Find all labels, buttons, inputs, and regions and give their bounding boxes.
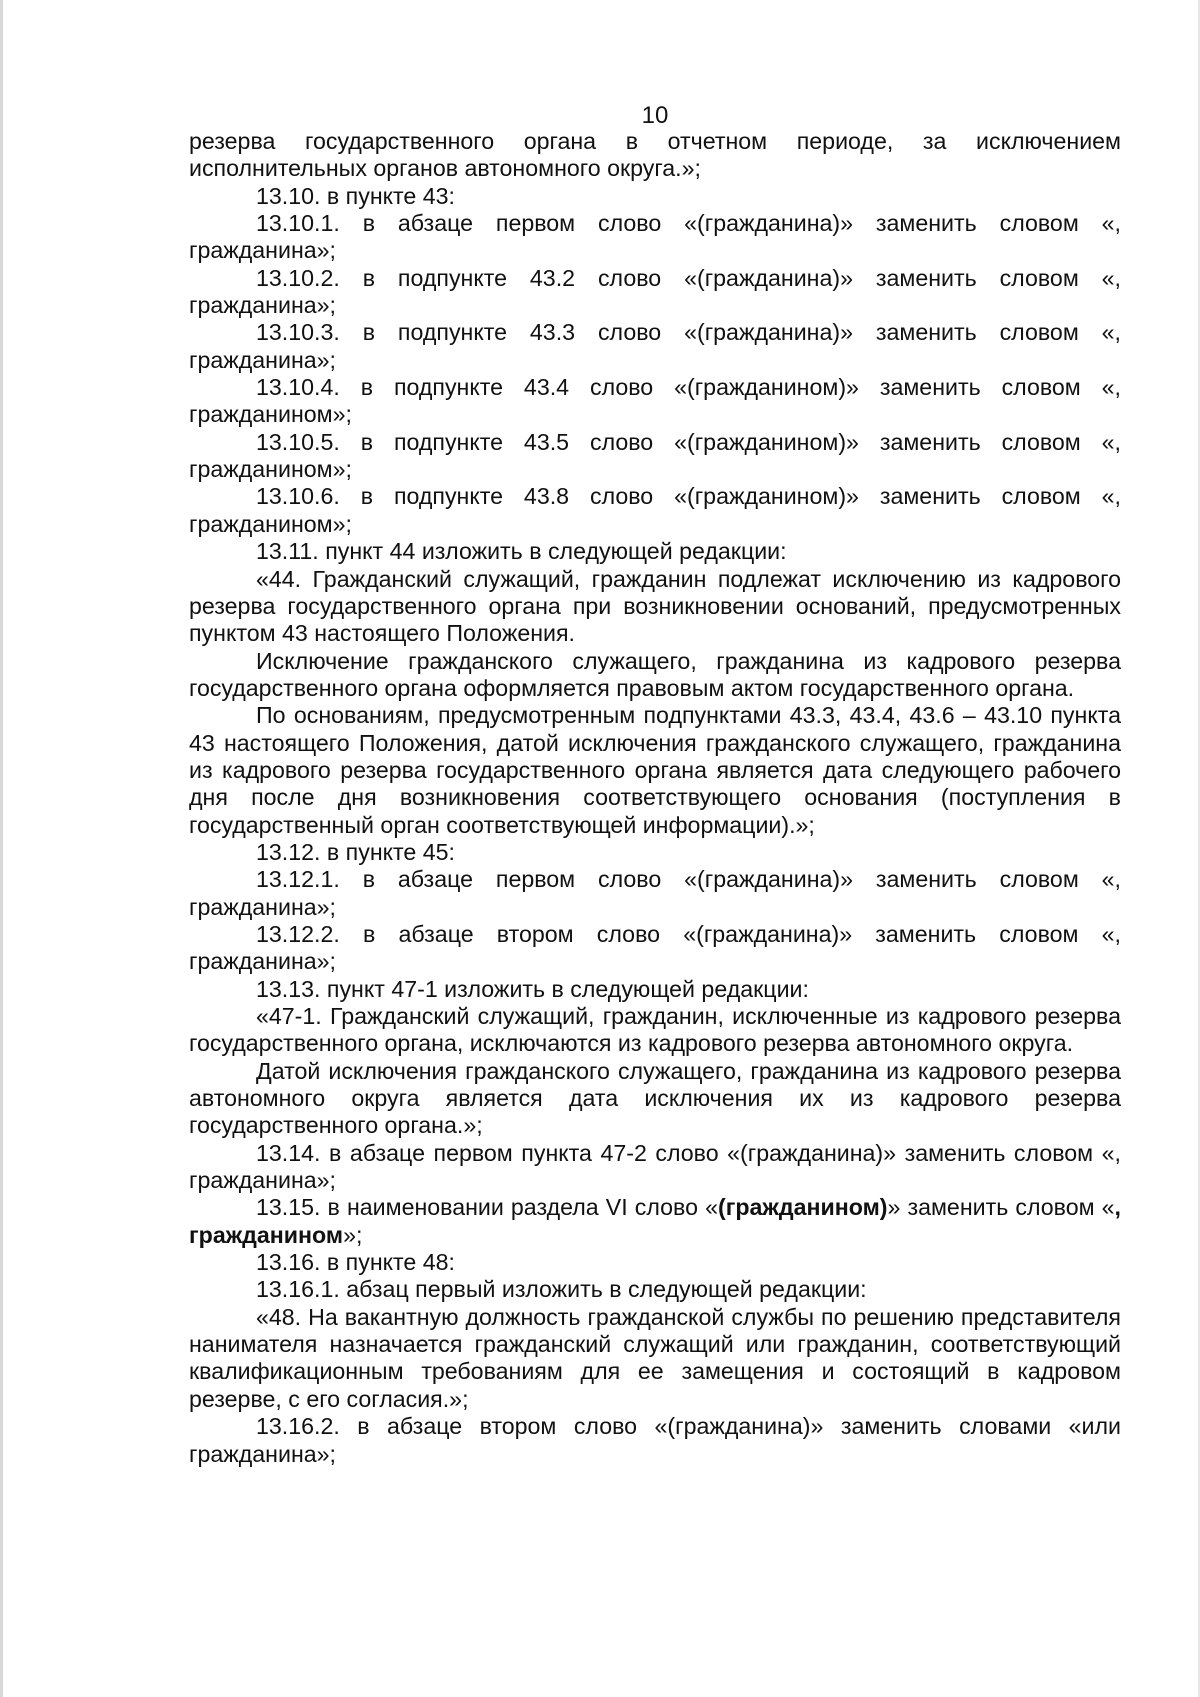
paragraph-text: 13.14. в абзаце первом пункта 47-2 слово «(гражданина)» заменить словом «, гражданина»; (189, 1139, 1121, 1194)
paragraph (189, 1276, 1121, 1303)
paragraph-text: Датой исключения гражданского служащего, гражданина из кадрового резерва автономного округа является дата исключения их из кадрового резерва государственного органа.»; (189, 1057, 1121, 1139)
paragraph (189, 1058, 1121, 1140)
paragraph-text: 13.15. в наименовании раздела VI слово « (256, 1194, 718, 1221)
paragraph (189, 319, 1121, 374)
paragraph-text: 13.12.2. в абзаце втором слово «(гражданина)» заменить словом «, гражданина»; (189, 920, 1121, 975)
paragraph (189, 483, 1121, 538)
paragraph (189, 210, 1121, 265)
paragraph-text: «47-1. Гражданский служащий, гражданин, исключенные из кадрового резерва государственного органа, исключаются из кадрового резерва автономного округа. (189, 1003, 1121, 1057)
page-number: 10 (641, 102, 669, 129)
bold-text: , гражданином (189, 1194, 1121, 1248)
paragraph-text: резерва государственного органа в отчетном периоде, за исключением исполнительных органов автономного округа.»; (189, 128, 1121, 182)
paragraph-text: » заменить словом « (887, 1194, 1115, 1221)
paragraph (189, 976, 1121, 1003)
scan-left-edge (0, 0, 3, 1697)
document-body (189, 128, 1121, 1468)
paragraph-text: Исключение гражданского служащего, гражданина из кадрового резерва государственного органа оформляется правовым актом государственного органа. (189, 647, 1121, 701)
paragraph (189, 1249, 1121, 1276)
paragraph (189, 702, 1121, 839)
paragraph (189, 921, 1121, 976)
paragraph-text: 13.10.5. в подпункте 43.5 слово «(гражданином)» заменить словом «, гражданином»; (189, 428, 1121, 483)
paragraph (189, 183, 1121, 210)
paragraph-text: «44. Гражданский служащий, гражданин подлежат исключению из кадрового резерва государственного органа при возникновении оснований, предусмотренных пунктом 43 настоящего Положения. (189, 565, 1121, 647)
paragraph (189, 128, 1121, 183)
paragraph-text: По основаниям, предусмотренным подпунктами 43.3, 43.4, 43.6 – 43.10 пункта 43 настоящего Положения, датой исключения гражданского служащего, гражданина из кадрового резерва государственного органа является дата следующего рабочего дня после дня возникновения соответствующего основания (поступления в государственный орган соответствующей информации).»; (189, 702, 1121, 838)
paragraph (189, 1413, 1121, 1468)
paragraph (189, 1194, 1121, 1249)
paragraph-text: 13.16.2. в абзаце втором слово «(гражданина)» заменить словами «или гражданина»; (189, 1413, 1121, 1467)
paragraph-text: 13.13. пункт 47-1 изложить в следующей редакции: (256, 975, 809, 1002)
paragraph-text: 13.10. в пункте 43: (256, 182, 455, 209)
paragraph (189, 1304, 1121, 1413)
paragraph (189, 839, 1121, 866)
paragraph (189, 866, 1121, 921)
paragraph-text: 13.16. в пункте 48: (256, 1249, 455, 1276)
paragraph (189, 648, 1121, 703)
paragraph-text: 13.10.4. в подпункте 43.4 слово «(гражданином)» заменить словом «, гражданином»; (189, 374, 1121, 428)
paragraph (189, 566, 1121, 648)
paragraph (189, 265, 1121, 320)
paragraph-text: «48. На вакантную должность гражданской службы по решению представителя нанимателя назначается гражданский служащий или гражданин, соответствующий квалификационным требованиям для ее замещения и состоящий в кадровом резерве, с его согласия.»; (189, 1303, 1121, 1412)
paragraph-text: 13.12. в пункте 45: (256, 838, 455, 865)
paragraph-text: 13.16.1. абзац первый изложить в следующей редакции: (256, 1276, 867, 1303)
paragraph-text: 13.10.1. в абзаце первом слово «(гражданина)» заменить словом «, гражданина»; (189, 210, 1121, 264)
paragraph-text: »; (343, 1221, 363, 1248)
paragraph-text: 13.11. пункт 44 изложить в следующей редакции: (256, 538, 787, 565)
paragraph-text: 13.10.2. в подпункте 43.2 слово «(гражданина)» заменить словом «, гражданина»; (189, 264, 1121, 319)
paragraph (189, 1003, 1121, 1058)
paragraph-text: 13.10.6. в подпункте 43.8 слово «(гражданином)» заменить словом «, гражданином»; (189, 483, 1121, 537)
paragraph (189, 429, 1121, 484)
paragraph (189, 1140, 1121, 1195)
paragraph (189, 374, 1121, 429)
paragraph (189, 538, 1121, 565)
paragraph-text: 13.12.1. в абзаце первом слово «(гражданина)» заменить словом «, гражданина»; (189, 866, 1121, 920)
bold-text: (гражданином) (717, 1194, 888, 1221)
paragraph-text: 13.10.3. в подпункте 43.3 слово «(гражданина)» заменить словом «, гражданина»; (189, 319, 1121, 373)
